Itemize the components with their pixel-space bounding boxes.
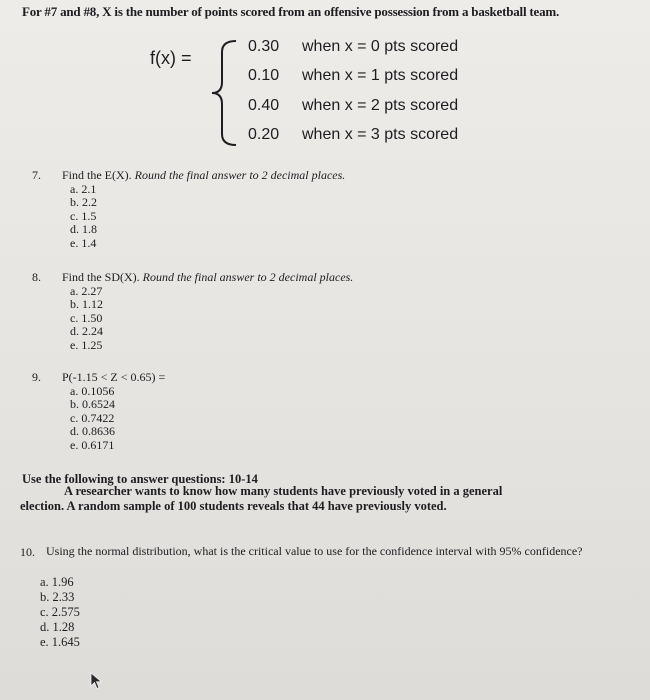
- left-brace-icon: [210, 38, 240, 148]
- question-prompt: [62, 168, 345, 183]
- choice-c[interactable]: c. 2.575: [40, 605, 80, 619]
- answer-choices: [70, 183, 97, 250]
- pmf-row: [248, 97, 458, 115]
- choice-e[interactable]: e. 1.645: [40, 635, 80, 649]
- question-number: 10.: [20, 545, 35, 559]
- section-title: Use the following to answer questions: 10-14: [22, 472, 258, 486]
- pmf-cond: when x = 0 pts scored: [302, 38, 459, 55]
- choice-b[interactable]: b. 2.2: [70, 195, 97, 210]
- answer-choices: [70, 285, 103, 352]
- question-number: 7.: [32, 168, 41, 182]
- pmf-label: f(x) =: [150, 48, 192, 68]
- choice-c[interactable]: c. 1.50: [70, 310, 103, 325]
- choice-b[interactable]: b. 1.12: [70, 297, 103, 312]
- choice-c[interactable]: c. 1.5: [70, 208, 97, 223]
- pmf-row: [248, 67, 458, 85]
- pmf-cond: when x = 2 pts scored: [302, 97, 459, 114]
- choice-c[interactable]: c. 0.7422: [70, 410, 115, 425]
- prompt-text: Find the E(X).: [62, 168, 132, 182]
- choice-d[interactable]: d. 1.8: [70, 222, 97, 237]
- pmf-prob: 0.40: [248, 97, 280, 114]
- choice-d[interactable]: d. 2.24: [70, 324, 103, 339]
- prompt-instruction: Round the final answer to 2 decimal places.: [134, 168, 346, 182]
- pmf-row: [248, 38, 458, 56]
- answer-choices: [70, 385, 115, 452]
- choice-b[interactable]: b. 2.33: [40, 590, 75, 604]
- pmf-prob: 0.30: [248, 38, 280, 55]
- choice-e[interactable]: e. 1.25: [70, 337, 103, 352]
- question-prompt: [62, 270, 353, 285]
- scenario-line: A researcher wants to know how many students have previously voted in a general: [64, 484, 503, 498]
- choice-a[interactable]: a. 0.1056: [70, 384, 115, 398]
- question-number: 8.: [32, 270, 41, 284]
- choice-a[interactable]: a. 1.96: [40, 575, 74, 589]
- scenario-text: [20, 484, 580, 514]
- pmf-prob: 0.20: [248, 126, 280, 143]
- question-prompt: Using the normal distribution, what is the critical value to use for the confidence interval with 95% confidence?: [46, 544, 583, 558]
- scenario-line: election. A random sample of 100 students reveals that 44 have previously voted.: [20, 499, 447, 513]
- choice-d[interactable]: d. 1.28: [40, 620, 75, 634]
- pmf-definition: [150, 38, 480, 150]
- pmf-cond: when x = 3 pts scored: [302, 126, 459, 143]
- choice-b[interactable]: b. 0.6524: [70, 397, 115, 412]
- prompt-instruction: Round the final answer to 2 decimal places.: [142, 270, 354, 284]
- mouse-pointer-icon: [90, 672, 104, 690]
- answer-choices: [40, 575, 80, 650]
- problem-header: For #7 and #8, X is the number of points scored from an offensive possession from a basketball team.: [22, 4, 560, 19]
- choice-d[interactable]: d. 0.8636: [70, 424, 115, 439]
- choice-a[interactable]: a. 2.27: [70, 284, 103, 298]
- choice-e[interactable]: e. 0.6171: [70, 437, 115, 452]
- question-number: 9.: [32, 370, 41, 384]
- choice-a[interactable]: a. 2.1: [70, 182, 97, 196]
- pmf-cond: when x = 1 pts scored: [302, 67, 459, 84]
- choice-e[interactable]: e. 1.4: [70, 235, 97, 250]
- question-prompt: P(-1.15 < Z < 0.65) =: [62, 370, 166, 384]
- pmf-row: [248, 126, 458, 144]
- pmf-prob: 0.10: [248, 67, 280, 84]
- prompt-text: Find the SD(X).: [62, 270, 140, 284]
